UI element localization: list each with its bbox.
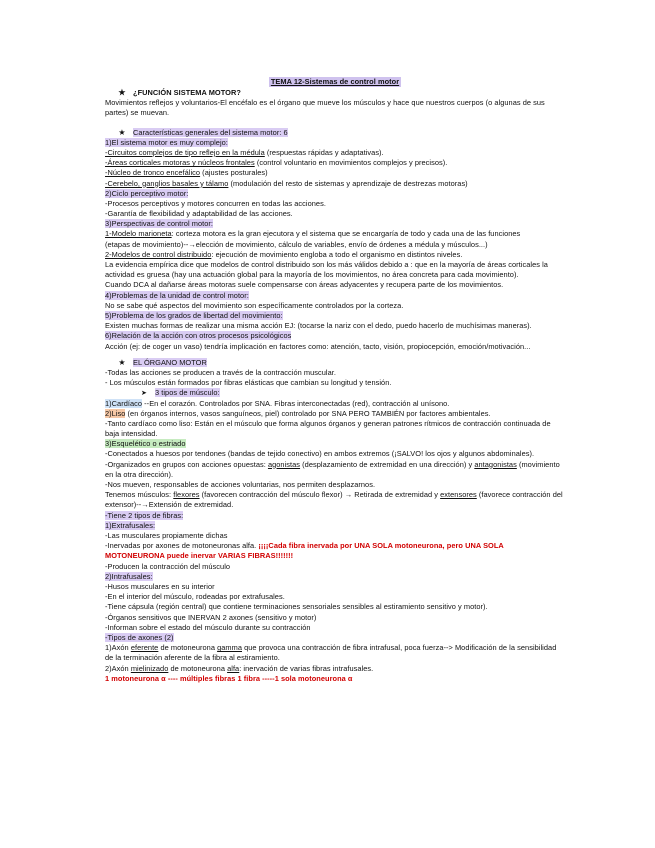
axon-line: de motoneurona	[168, 663, 228, 673]
muscle-line: -Conectados a huesos por tendones (bandas de tejido conectivo) en ambos extremos (¡SALVO! los ojos y algunos abdominales).	[105, 449, 535, 459]
c3-title: 3)Perspectivas de control motor:	[105, 219, 213, 229]
term-gamma: gamma	[217, 643, 242, 653]
fiber-line: -Informan sobre el estado del músculo durante su contracción	[105, 622, 311, 632]
fiber-line: -Órganos sensitivos que INERVAN 2 axones (sensitivo y motor)	[105, 612, 317, 622]
term-extensores: extensores	[440, 490, 477, 500]
muscle-type-esqueletico: 3)Esquelético o estriado	[105, 439, 186, 449]
c6-title: 6)Relación de la acción con otros procesos psicológicos	[105, 331, 292, 341]
c2-line: -Procesos perceptivos y motores concurren en todas las acciones.	[105, 198, 326, 208]
c4-title: 4)Problemas de la unidad de control motor:	[105, 290, 249, 300]
c1-item-desc: (respuestas rápidas y adaptativas).	[264, 147, 384, 157]
c1-item: -Cerebelo, ganglios basales y tálamo	[105, 178, 229, 188]
section-heading-caracteristicas: Características generales del sistema motor: 6	[133, 127, 288, 137]
fibras-title: -Tiene 2 tipos de fibras:	[105, 510, 184, 520]
summary-note: 1 motoneurona α ---- múltiples fibras 1 fibra -----1 sola motoneurona α	[105, 673, 353, 683]
axon-line: de motoneurona	[158, 643, 218, 653]
c1-item-desc: (modulación del resto de sistemas y aprendizaje de destrezas motoras)	[228, 178, 468, 188]
term-mielinizado: mielinizado	[130, 663, 169, 673]
arrow-bullet-icon: ➤	[141, 390, 147, 398]
model-desc: : corteza motora es la gran ejecutora y el sistema que se encargaría de todo y cada una de las funciones	[171, 229, 521, 239]
muscle-type-desc: --En el corazón. Controlados por SNA. Fibras interconectadas (red), contracción al unísono.	[142, 398, 450, 408]
term-eferente: eferente	[130, 643, 159, 653]
organo-line: - Los músculos están formados por fibras elásticas que cambian su longitud y tensión.	[105, 378, 392, 388]
c3-line: (etapas de movimiento)--→elección de movimiento, cálculo de variables, envío de órdenes a médula y músculos...)	[105, 239, 488, 249]
c1-item-desc: (control voluntario en movimientos complejos y precisos).	[254, 158, 448, 168]
star-bullet-icon: ★	[118, 127, 126, 137]
muscle-line: (desplazamiento de extremidad en una dirección) y	[300, 459, 475, 469]
c1-item: -Circuitos complejos de tipo reflejo en la médula	[105, 147, 265, 157]
fiber-line: -Tiene cápsula (región central) que contiene terminaciones sensoriales sensibles al estiramiento sensitivo y motor).	[105, 602, 488, 612]
muscle-type-desc: (en órganos internos, vasos sanguíneos, piel) controlado por SNA PERO TAMBIÉN por factores ambientales.	[125, 408, 491, 418]
axon-line: 1)Axón	[105, 643, 131, 653]
model-name: 1-Modelo marioneta	[105, 229, 172, 239]
c1-item: -Núcleo de tronco encefálico	[105, 168, 201, 178]
fiber-line: -Las musculares propiamente dichas	[105, 531, 228, 541]
c1-item: -Áreas corticales motoras y núcleos frontales	[105, 158, 255, 168]
c3-evidence: La evidencia empírica dice que modelos de control distribuido son los más válidos debido a : que en la mayoría de áreas corticales la actividad es gruesa (hay una actuación global para la mayoría de los movimientos, no área concreta para cada movimiento).	[105, 260, 548, 280]
fiber-line: -Inervadas por axones de motoneuronas alfa.	[105, 541, 259, 551]
axon-line: que provoca una contracción de fibra intrafusal, poca fuerza--> Modificación de la sensibilidad de la terminación aferente de la fibra al estiramiento.	[105, 643, 557, 663]
term-antagonistas: antagonistas	[474, 459, 517, 469]
muscle-line: Tenemos músculos:	[105, 490, 174, 500]
important-note: ¡¡¡¡Cada fibra inervada por UNA SOLA motoneurona, pero UNA SOLA MOTONEURONA puede inervar VARIAS FIBRAS!!!!!!!	[105, 541, 504, 561]
model-name: 2-Modelos de control distribuido	[105, 249, 212, 259]
doc-title: TEMA 12-Sistemas de control motor	[270, 77, 400, 86]
muscle-line: -Organizados en grupos con acciones opuestas:	[105, 459, 268, 469]
axon-line: : inervación de varias fibras intrafusales.	[239, 663, 374, 673]
muscle-line: (movimiento en la otra dirección).	[105, 459, 560, 479]
muscle-line: (favorecen contracción del músculo flexor) → Retirada de extremidad y	[199, 490, 441, 500]
muscle-line: -Nos mueven, responsables de acciones voluntarias, nos permiten desplazarnos.	[105, 480, 376, 490]
star-bullet-icon: ★	[118, 357, 126, 367]
c2-title: 2)Ciclo perceptivo motor:	[105, 188, 189, 198]
funcion-text: Movimientos reflejos y voluntarios-El encéfalo es el órgano que mueve los músculos y hace que nuestros cuerpos (o algunas de sus partes) se muevan.	[105, 98, 545, 118]
fiber-line: -Husos musculares en su interior	[105, 582, 215, 591]
c3-line: Cuando DCA al dañarse áreas motoras suele compensarse con áreas adyacentes y recupera parte de los movimientos.	[105, 280, 504, 290]
fiber-type-extrafusales: 1)Extrafusales:	[105, 520, 156, 530]
section-heading-organo: EL ÓRGANO MOTOR	[133, 357, 207, 367]
c5-title: 5)Problema de los grados de libertad del movimiento:	[105, 311, 283, 320]
axon-line: 2)Axón	[105, 663, 131, 673]
muscle-line: (favorece contracción del extensor)--→Extensión de extremidad.	[105, 490, 563, 510]
c5-line: Existen muchas formas de realizar una misma acción EJ: (tocarse la nariz con el dedo, puedo hacerlo de muchísimas maneras).	[105, 321, 532, 331]
c4-line: No se sabe qué aspectos del movimiento son específicamente controlados por la corteza.	[105, 300, 404, 310]
fiber-line: -En el interior del músculo, rodeadas por extrafusales.	[105, 592, 285, 602]
model-desc: : ejecución de movimiento engloba a todo el organismo en distintos niveles.	[211, 249, 463, 259]
organo-line: -Todas las acciones se producen a través de la contracción muscular.	[105, 367, 336, 377]
c1-item-desc: (ajustes posturales)	[200, 168, 268, 178]
term-agonistas: agonistas	[267, 459, 301, 469]
term-flexores: flexores	[173, 490, 200, 500]
c1-title: 1)El sistema motor es muy complejo:	[105, 137, 228, 147]
fiber-line: -Producen la contracción del músculo	[105, 561, 231, 571]
star-bullet-icon: ★	[118, 88, 126, 97]
muscle-line: -Tanto cardíaco como liso: Están en el músculo que forma algunos órganos y generan patrones rítmicos de contracción continuada de baja intensidad.	[105, 418, 551, 439]
muscle-type-cardiaco: 1)Cardíaco	[105, 398, 143, 408]
section-heading-funcion: ¿FUNCIÓN SISTEMA MOTOR?	[133, 88, 241, 97]
c6-line: Acción (ej: de coger un vaso) tendría implicación en factores como: atención, tacto, visión, propiocepción, emoción/motivación...	[105, 341, 531, 351]
fiber-type-intrafusales: 2)Intrafusales:	[105, 571, 153, 581]
term-alfa: alfa	[227, 663, 240, 673]
c2-line: -Garantía de flexibilidad y adaptabilidad de las acciones.	[105, 209, 293, 219]
axones-title: -Tipos de axones (2)	[105, 632, 174, 642]
muscle-type-liso: 2)Liso	[105, 408, 126, 418]
tipos-heading: 3 tipos de músculo:	[155, 388, 220, 398]
document-body	[105, 77, 565, 684]
